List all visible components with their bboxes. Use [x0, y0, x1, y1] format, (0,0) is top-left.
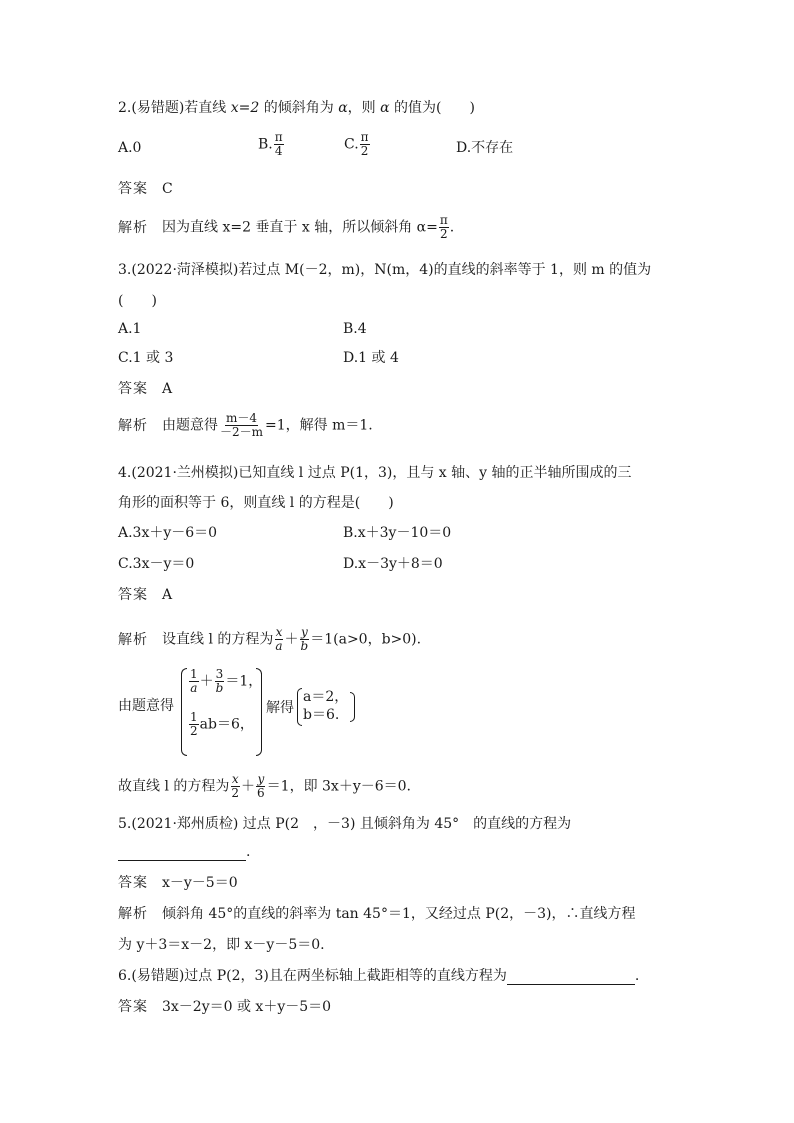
- q4-sys-right-brace: [256, 668, 262, 756]
- q4-concl-frac-2: [256, 773, 266, 800]
- q4-sys-r1-plus: ＋: [199, 673, 214, 690]
- q4-sys-r2-den: 2: [190, 724, 198, 738]
- q2-analysis-label: 解析: [118, 219, 148, 236]
- q5-answer-value: x－y－5＝0: [162, 875, 238, 891]
- q4-analysis-label: 解析: [118, 631, 148, 648]
- q4-analysis-frac-2: [300, 626, 310, 653]
- q4-sys-r1-frac-b: [215, 668, 225, 695]
- q2-analysis-end: .: [449, 219, 455, 236]
- q2-answer-value: C: [162, 181, 173, 197]
- q4-sys-solve-brace: [297, 688, 302, 726]
- q2-option-b-frac: [274, 131, 284, 158]
- q2-option-b: [258, 131, 285, 158]
- q4-sys-r2-frac: [189, 711, 199, 738]
- q5-answer-label: 答案: [118, 875, 148, 891]
- q5-answer-blank: [118, 844, 246, 861]
- q4-concl-end: ＝1，即 3x＋y－6＝0.: [266, 778, 412, 795]
- q4-analysis-frac-1: [274, 626, 283, 653]
- q4-analysis-prefix: 设直线 l 的方程为: [162, 631, 274, 648]
- q4-analysis-f1-den: a: [275, 639, 283, 653]
- q4-answer-value: A: [162, 587, 173, 603]
- q2-analysis: [118, 214, 454, 241]
- q2-option-a: A.0: [118, 140, 142, 156]
- q4-sys-left-brace: [181, 668, 187, 756]
- q3-analysis-end: =1，解得 m＝1.: [265, 417, 373, 434]
- q3-analysis-frac: [219, 412, 264, 439]
- q4-option-b: B.x＋3y－10＝0: [343, 525, 452, 541]
- q6-answer-value: 3x－2y＝0 或 x＋y－5＝0: [162, 999, 332, 1015]
- q2-option-c: [344, 131, 371, 158]
- q5-analysis-text-1: 倾斜角 45°的直线的斜率为 tan 45°＝1，又经过点 P(2，－3)，∴直线方程: [162, 906, 636, 922]
- q4-stem-line2: 角形的面积等于 6，则直线 l 的方程是( ): [118, 495, 394, 511]
- q4-sys-prefix: 由题意得: [118, 698, 174, 714]
- q2-analysis-num: π: [439, 213, 448, 227]
- q4-sys-r1-frac-a: [189, 668, 199, 695]
- q5-stem-end: .: [246, 844, 251, 860]
- q3-option-d: D.1 或 4: [343, 350, 399, 366]
- q2-analysis-frac: [439, 214, 449, 241]
- q4-concl-plus: ＋: [241, 778, 256, 795]
- q3-option-a: A.1: [118, 321, 142, 337]
- q2-option-b-num: π: [274, 130, 283, 144]
- q4-concl-f1-num: x: [231, 772, 239, 786]
- q4-concl-f2-num: y: [257, 772, 265, 786]
- q4-answer: [118, 586, 172, 604]
- q2-stem-alpha: α: [338, 100, 348, 116]
- q4-sys-r1-a-den: a: [190, 681, 198, 695]
- q4-concl-f1-den: 2: [231, 786, 240, 800]
- q2-stem-end: 的值为( ): [389, 100, 475, 116]
- q3-option-c: C.1 或 3: [118, 350, 174, 366]
- q4-sys-solution-1: a＝2，: [303, 689, 349, 705]
- q4-sys-r1-end: ＝1，: [225, 673, 263, 690]
- q2-answer: [118, 180, 173, 198]
- q4-sys-solution-2: b＝6.: [303, 707, 340, 723]
- q4-sys-solve: 解得: [266, 700, 294, 716]
- q4-analysis-f2-num: y: [301, 625, 308, 639]
- q4-option-a: A.3x＋y－6＝0: [118, 525, 218, 541]
- q2-stem-alpha-2: α: [380, 100, 390, 116]
- q4-option-c: C.3x－y＝0: [118, 556, 195, 572]
- q4-sys-solution-right-brace: [350, 692, 355, 722]
- q5-analysis-line2: 为 y＋3＝x－2，即 x－y－5＝0.: [118, 937, 325, 953]
- q5-stem-line2: [118, 843, 250, 861]
- q2-stem: [118, 99, 475, 117]
- q2-stem-prefix: 2.(易错题)若直线: [118, 100, 231, 116]
- q4-concl-prefix: 故直线 l 的方程为: [118, 778, 230, 795]
- q2-option-c-frac: [360, 131, 370, 158]
- q4-sys-r2-num: 1: [190, 710, 198, 724]
- q4-conclusion: [118, 773, 411, 800]
- q4-analysis-f2-den: b: [300, 639, 309, 653]
- q2-answer-label: 答案: [118, 181, 148, 197]
- q3-analysis: [118, 412, 373, 439]
- q5-stem-line1: 5.(2021·郑州质检) 过点 P(2 ，－3) 且倾斜角为 45° 的直线的方程为: [118, 816, 572, 832]
- q4-analysis-f1-num: x: [275, 625, 283, 639]
- q4-sys-r1-b-num: 3: [215, 667, 224, 681]
- q4-analysis-end: ＝1(a>0，b>0).: [310, 631, 422, 648]
- q5-analysis-label: 解析: [118, 906, 148, 922]
- q6-answer: [118, 998, 331, 1016]
- q5-analysis-line1: [118, 905, 635, 923]
- q2-analysis-den: 2: [440, 227, 448, 241]
- q3-analysis-label: 解析: [118, 417, 148, 434]
- q5-answer: [118, 874, 238, 892]
- q2-option-c-prefix: C.: [344, 136, 359, 153]
- q4-concl-f2-den: 6: [257, 786, 265, 800]
- q2-option-b-den: 4: [274, 144, 283, 158]
- q3-option-b: B.4: [343, 321, 367, 337]
- q4-analysis-plus: ＋: [284, 631, 299, 648]
- q4-stem-line1: 4.(2021·兰州模拟)已知直线 l 过点 P(1，3)，且与 x 轴、y 轴的正半轴所围成的三: [118, 465, 632, 481]
- q3-stem-line1: 3.(2022·菏泽模拟)若过点 M(－2，m)，N(m，4)的直线的斜率等于 1，则 m 的值为: [118, 262, 652, 278]
- q6-answer-blank: [507, 968, 635, 985]
- q6-stem-end: .: [634, 968, 640, 984]
- q2-stem-mid2: ，则: [347, 100, 381, 116]
- q4-answer-label: 答案: [118, 587, 148, 603]
- q3-analysis-prefix: 由题意得: [162, 417, 218, 434]
- q4-sys-r2-end: ab＝6，: [199, 716, 254, 733]
- q4-option-d: D.x－3y＋8＝0: [343, 556, 443, 572]
- q6-stem: [118, 967, 639, 985]
- q3-answer-value: A: [162, 381, 173, 397]
- q2-analysis-text: 因为直线 x=2 垂直于 x 轴，所以倾斜角 α=: [162, 219, 438, 236]
- q3-analysis-den: －2－m: [220, 425, 264, 439]
- q2-stem-eq: x=2: [230, 100, 260, 116]
- q3-stem-line2: ( ): [118, 293, 157, 309]
- q6-answer-label: 答案: [118, 999, 148, 1015]
- q4-sys-r1-a-num: 1: [190, 667, 198, 681]
- q2-option-d: D.不存在: [456, 140, 514, 156]
- q4-sys-row-2: [188, 711, 254, 738]
- q4-sys-r1-b-den: b: [215, 681, 224, 695]
- q6-stem-text: 6.(易错题)过点 P(2，3)且在两坐标轴上截距相等的直线方程为: [118, 968, 507, 984]
- q4-sys-solution: [303, 688, 348, 724]
- q3-answer: [118, 380, 172, 398]
- q2-option-c-num: π: [360, 130, 369, 144]
- q4-sys-row-1: [188, 668, 262, 695]
- q4-analysis: [118, 626, 421, 653]
- q2-stem-mid: 的倾斜角为: [259, 100, 339, 116]
- q3-analysis-num: m－4: [226, 411, 258, 425]
- q2-option-b-prefix: B.: [258, 136, 273, 153]
- q3-answer-label: 答案: [118, 381, 148, 397]
- q2-option-c-den: 2: [360, 144, 369, 158]
- q4-concl-frac-1: [230, 773, 240, 800]
